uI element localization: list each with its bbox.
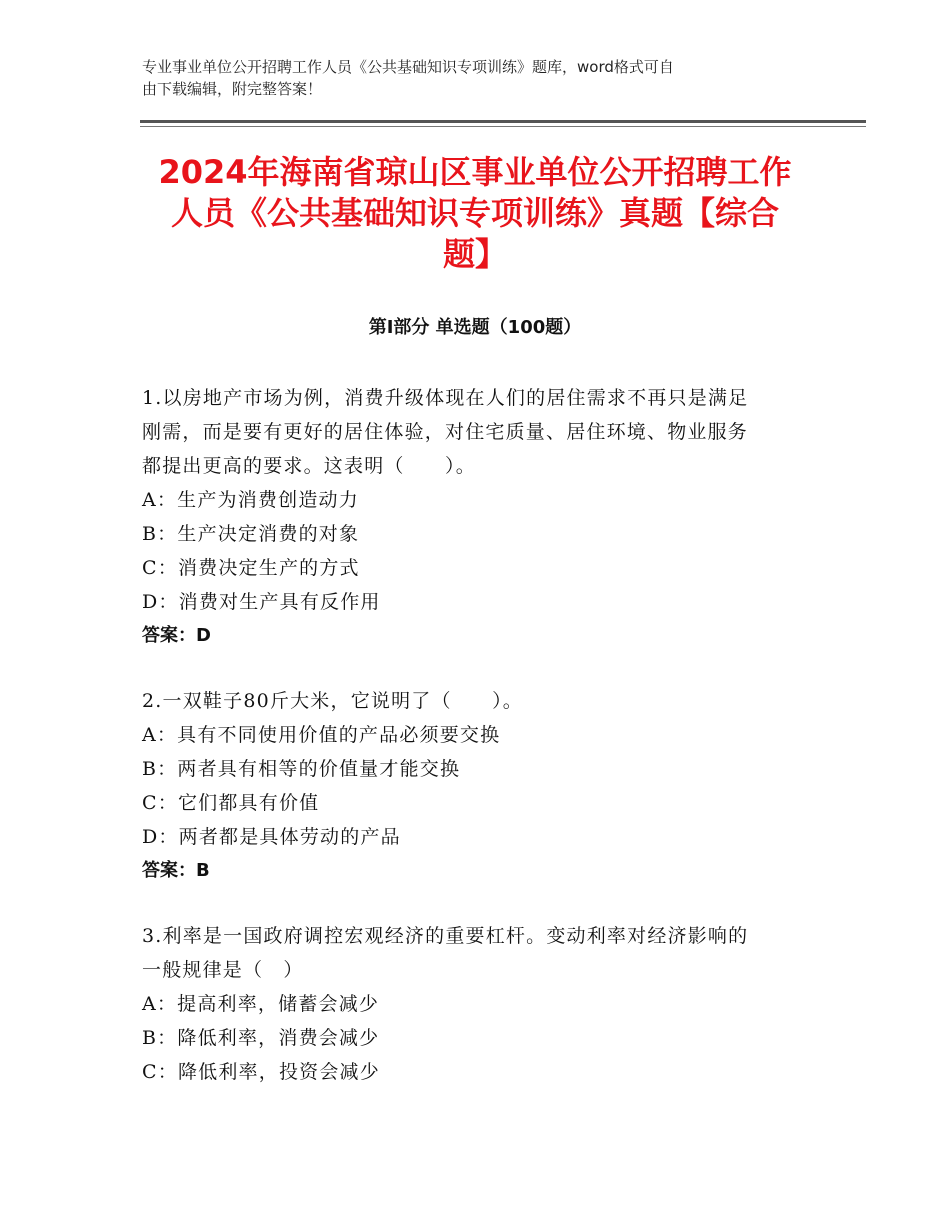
document-title [130,152,820,275]
option-a: A：生产为消费创造动力 [142,489,359,511]
document-title-line-2: 人员《公共基础知识专项训练》真题【综合 [170,194,779,232]
section-heading: 第Ⅰ部分 单选题（100题） [368,317,582,338]
option-b: B：生产决定消费的对象 [142,523,360,545]
question-stem-line: 1.以房地产市场为例，消费升级体现在人们的居住需求不再只是满足 [142,387,749,409]
answer: 答案：D [142,625,211,646]
question-2 [142,684,802,888]
header-note-line-1: 专业事业单位公开招聘工作人员《公共基础知识专项训练》题库，word格式可自 [142,58,674,76]
question-stem-line: 刚需，而是要有更好的居住体验，对住宅质量、居住环境、物业服务 [142,421,749,443]
question-stem-line: 一般规律是（ ） [142,959,304,981]
option-a: A：具有不同使用价值的产品必须要交换 [142,724,501,746]
option-d: D：消费对生产具有反作用 [142,591,381,613]
header-divider-thick [140,120,866,123]
question-3 [142,919,802,1089]
option-d: D：两者都是具体劳动的产品 [142,826,401,848]
question-stem-line: 3.利率是一国政府调控宏观经济的重要杠杆。变动利率对经济影响的 [142,925,749,947]
question-stem-line: 2.一双鞋子80斤大米，它说明了（ ）。 [142,690,524,712]
question-1 [142,381,802,653]
header-divider-thin [140,126,866,127]
document-title-line-1: 2024年海南省琼山区事业单位公开招聘工作 [158,153,792,191]
option-a: A：提高利率，储蓄会减少 [142,993,380,1015]
header-note-line-2: 由下载编辑，附完整答案！ [142,80,323,98]
option-b: B：两者具有相等的价值量才能交换 [142,758,461,780]
option-c: C：消费决定生产的方式 [142,557,360,579]
option-c: C：它们都具有价值 [142,792,320,814]
header-note [142,56,822,100]
answer: 答案：B [142,860,210,881]
option-c: C：降低利率，投资会减少 [142,1061,380,1083]
option-b: B：降低利率，消费会减少 [142,1027,380,1049]
document-title-line-3: 题】 [442,235,507,273]
question-list [142,381,802,1120]
question-stem-line: 都提出更高的要求。这表明（ ）。 [142,455,476,477]
